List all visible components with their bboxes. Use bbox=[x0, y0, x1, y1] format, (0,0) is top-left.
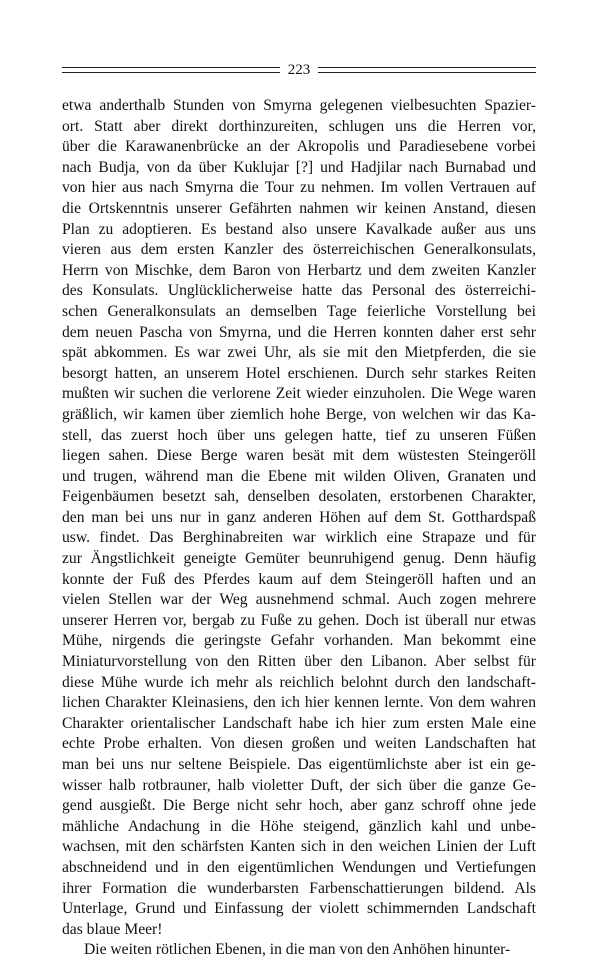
page-number: 223 bbox=[287, 62, 311, 78]
text-line: spät abkommen. Es war zwei Uhr, als sie mit den Mietpferden, die sie bbox=[62, 344, 536, 362]
text-line: des Konsulats. Unglücklicherweise hatte das Personal des österreichi- bbox=[62, 282, 536, 300]
text-line: etwa anderthalb Stunden von Smyrna gelegenen vielbesuchten Spazier- bbox=[62, 97, 536, 114]
text-line: Miniaturvorstellung von den Ritten über den Libanon. Aber selbst für bbox=[62, 653, 536, 671]
header-rule-right bbox=[318, 67, 536, 73]
text-line: mußten wir suchen die verlorene Zeit wieder einzuholen. Die Wege waren bbox=[62, 385, 536, 403]
text-line: ihrer Formation die wunderbarsten Farbenschattierungen bildend. Als bbox=[62, 879, 536, 897]
text-line: zur Ängstlichkeit geneigte Gemüter beunruhigend genug. Denn häufig bbox=[62, 550, 536, 568]
text-line: gräßlich, wir kamen über ziemlich hohe Berge, von welchen wir das Ka- bbox=[62, 405, 536, 423]
text-line: besorgt hatten, an unserem Hotel erschienen. Durch sehr starkes Reiten bbox=[62, 364, 536, 382]
text-line: den man bei uns nur in ganz anderen Höhen auf dem St. Gotthardspaß bbox=[62, 508, 536, 526]
text-line: konnte der Fuß des Pferdes kaum auf dem Steingeröll haften und an bbox=[62, 570, 536, 588]
text-line: dem neuen Pascha von Smyrna, und die Herren konnten daher erst sehr bbox=[62, 323, 536, 341]
text-line: über die Karawanenbrücke an der Akropolis und Paradiesebene vorbei bbox=[62, 138, 536, 156]
running-header bbox=[62, 60, 536, 80]
text-line: stell, das zuerst hoch über uns gelegen hatte, tief zu unseren Füßen bbox=[62, 426, 536, 444]
text-line: Plan zu adoptieren. Es bestand also unsere Kavalkade außer aus uns bbox=[62, 220, 536, 238]
text-line: das blaue Meer! bbox=[62, 920, 163, 938]
text-line: schen Generalkonsulats an demselben Tage feierliche Vorstellung bei bbox=[62, 302, 536, 320]
text-line: echte Probe erhalten. Von diesen großen und weiten Landschaften hat bbox=[62, 735, 536, 753]
body-text bbox=[62, 96, 536, 961]
text-line: vieren aus dem ersten Kanzler des österreichischen Generalkonsulats, bbox=[62, 241, 536, 259]
text-line: und trugen, während man die Ebene mit wilden Oliven, Granaten und bbox=[62, 467, 536, 485]
text-line: von hier aus nach Smyrna die Tour zu nehmen. Im vollen Vertrauen auf bbox=[62, 179, 536, 197]
text-line: mähliche Andachung in die Höhe steigend, gänzlich kahl und unbe- bbox=[62, 817, 536, 835]
text-line: usw. findet. Das Berghinabreiten war wirklich eine Strapaze und für bbox=[62, 529, 536, 547]
text-line: Mühe, nirgends die geringste Gefahr vorhanden. Man bekommt eine bbox=[62, 632, 536, 650]
text-line: wachsen, mit den schärfsten Kanten sich in den weichen Linien der Luft bbox=[62, 838, 536, 856]
text-line: man bei uns nur seltene Beispiele. Das eigentümlichste aber ist ein ge- bbox=[62, 756, 536, 773]
text-line: ort. Statt aber direkt dorthinzureiten, schlugen uns die Herren vor, bbox=[62, 117, 536, 135]
text-line: gend ausgießt. Die Berge nicht sehr hoch, aber ganz schroff ohne jede bbox=[62, 797, 536, 815]
text-line: Unterlage, Grund und Einfassung der violett schimmernden Landschaft bbox=[62, 900, 536, 918]
text-line: Die weiten rötlichen Ebenen, in die man von den Anhöhen hinunter- bbox=[84, 941, 511, 959]
header-rule-left bbox=[62, 67, 280, 73]
text-line: die Ortskenntnis unserer Gefährten nahmen wir keinen Anstand, diesen bbox=[62, 199, 536, 217]
text-line: lichen Charakter Kleinasiens, den ich hier kennen lernte. Von dem wahren bbox=[62, 694, 536, 712]
text-line: Charakter orientalischer Landschaft habe ich hier zum ersten Male eine bbox=[62, 714, 536, 732]
text-line: Feigenbäumen besetzt sah, denselben desolaten, erstorbenen Charakter, bbox=[62, 488, 536, 506]
text-line: abschneidend und in den eigentümlichen Wendungen und Vertiefungen bbox=[62, 858, 536, 876]
text-line: Herrn von Mischke, dem Baron von Herbartz und dem zweiten Kanzler bbox=[62, 261, 536, 279]
text-line: diese Mühe wurde ich mehr als reichlich belohnt durch den landschaft- bbox=[62, 673, 536, 691]
text-line: vielen Stellen war der Weg ausnehmend schmal. Auch zogen mehrere bbox=[62, 591, 536, 609]
text-line: wisser halb rotbrauner, halb violetter Duft, der sich über die ganze Ge- bbox=[62, 776, 536, 794]
text-line: nach Budja, von da über Kuklujar [?] und Hadjilar nach Burnabad und bbox=[62, 158, 536, 176]
text-line: unserer Herren vor, bergab zu Fuße zu gehen. Doch ist überall nur etwas bbox=[62, 611, 536, 629]
text-line: liegen sahen. Diese Berge waren besät mit dem wüstesten Steingeröll bbox=[62, 447, 536, 465]
